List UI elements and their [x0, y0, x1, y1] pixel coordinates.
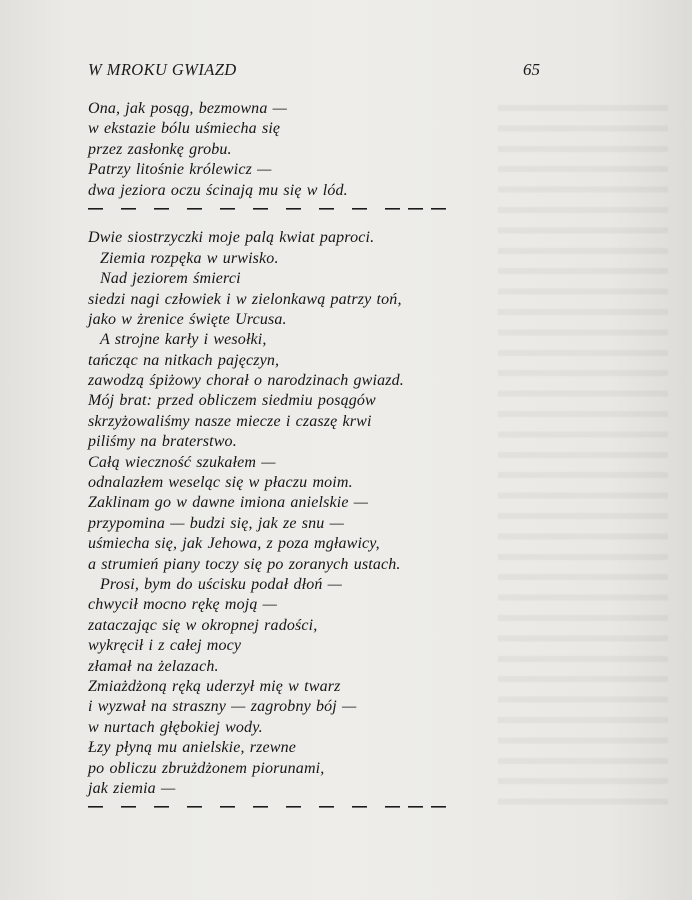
poem-line: Patrzy litośnie królewicz — — [88, 161, 272, 179]
show-through-text — [498, 92, 668, 812]
page-number: 65 — [523, 60, 540, 79]
stanza-2 — [88, 228, 488, 799]
poem-line: w nurtach głębokiej wody. — [88, 718, 263, 736]
poem-line: tańcząc na nitkach pajęczyn, — [88, 351, 280, 369]
poem-line: Ona, jak posąg, bezmowna — — [88, 100, 288, 117]
poem-line: skrzyżowaliśmy nasze miecze i czaszę krwi — [88, 412, 372, 430]
poem-line: zawodzą śpiżowy chorał o narodzinach gwiazd. — [88, 372, 404, 390]
poem-line: Dwie siostrzyczki moje palą kwiat paproci. — [88, 229, 375, 247]
poem-line: uśmiecha się, jak Jehowa, z poza mgławicy, — [88, 535, 380, 553]
poem-text — [88, 99, 488, 820]
poem-line: siedzi nagi człowiek i w zielonkawą patrzy toń, — [88, 290, 402, 308]
dash-separator-graphic — [88, 805, 446, 809]
poem-line: w ekstazie bólu uśmiecha się — [88, 120, 281, 138]
poem-line: złamał na żelazach. — [88, 657, 219, 675]
dash-separator-graphic — [88, 207, 446, 211]
poem-line: Prosi, bym do uścisku podał dłoń — — [100, 575, 343, 593]
poem-line: i wyzwał na straszny — zagrobny bój — — [88, 698, 357, 716]
stanza-1 — [88, 99, 488, 201]
poem-line: zataczając się w okropnej radości, — [88, 616, 318, 634]
page-header — [88, 60, 540, 86]
poem-line: Łzy płyną mu anielskie, rzewne — [88, 739, 297, 757]
poem-line: wykręcił i z całej mocy — [88, 637, 242, 655]
poem-line: Ziemia rozpęka w urwisko. — [100, 249, 279, 267]
poem-line: chwycił mocno rękę moją — — [88, 596, 278, 614]
poem-line: dwa jeziora oczu ścinają mu się w lód. — [88, 181, 348, 199]
poem-line: A strojne karły i wesołki, — [100, 331, 267, 349]
poem-line: odnalazłem weseląc się w płaczu moim. — [88, 474, 353, 492]
poem-line: przypomina — budzi się, jak ze snu — — [88, 514, 344, 532]
poem-line: Zmiażdżoną ręką uderzył mię w twarz — [88, 677, 341, 695]
dash-separator — [88, 201, 488, 221]
running-head: W MROKU GWIAZD — [88, 60, 237, 79]
poem-line: Mój brat: przed obliczem siedmiu posągów — [88, 392, 376, 410]
poem-line: Nad jeziorem śmierci — [100, 270, 241, 288]
poem-line: Całą wieczność szukałem — — [88, 453, 276, 471]
poem-line: piliśmy na braterstwo. — [88, 433, 237, 451]
poem-line: jako w żrenice święte Urcusa. — [88, 310, 287, 328]
poem-line: przez zasłonkę grobu. — [88, 140, 232, 158]
poem-line: jak ziemia — — [88, 779, 176, 797]
dash-separator — [88, 799, 488, 819]
poem-line: po obliczu zbrużdżonem piorunami, — [88, 759, 325, 777]
poem-line: a strumień piany toczy się po zoranych ustach. — [88, 555, 401, 573]
poem-line: Zaklinam go w dawne imiona anielskie — — [88, 494, 369, 512]
